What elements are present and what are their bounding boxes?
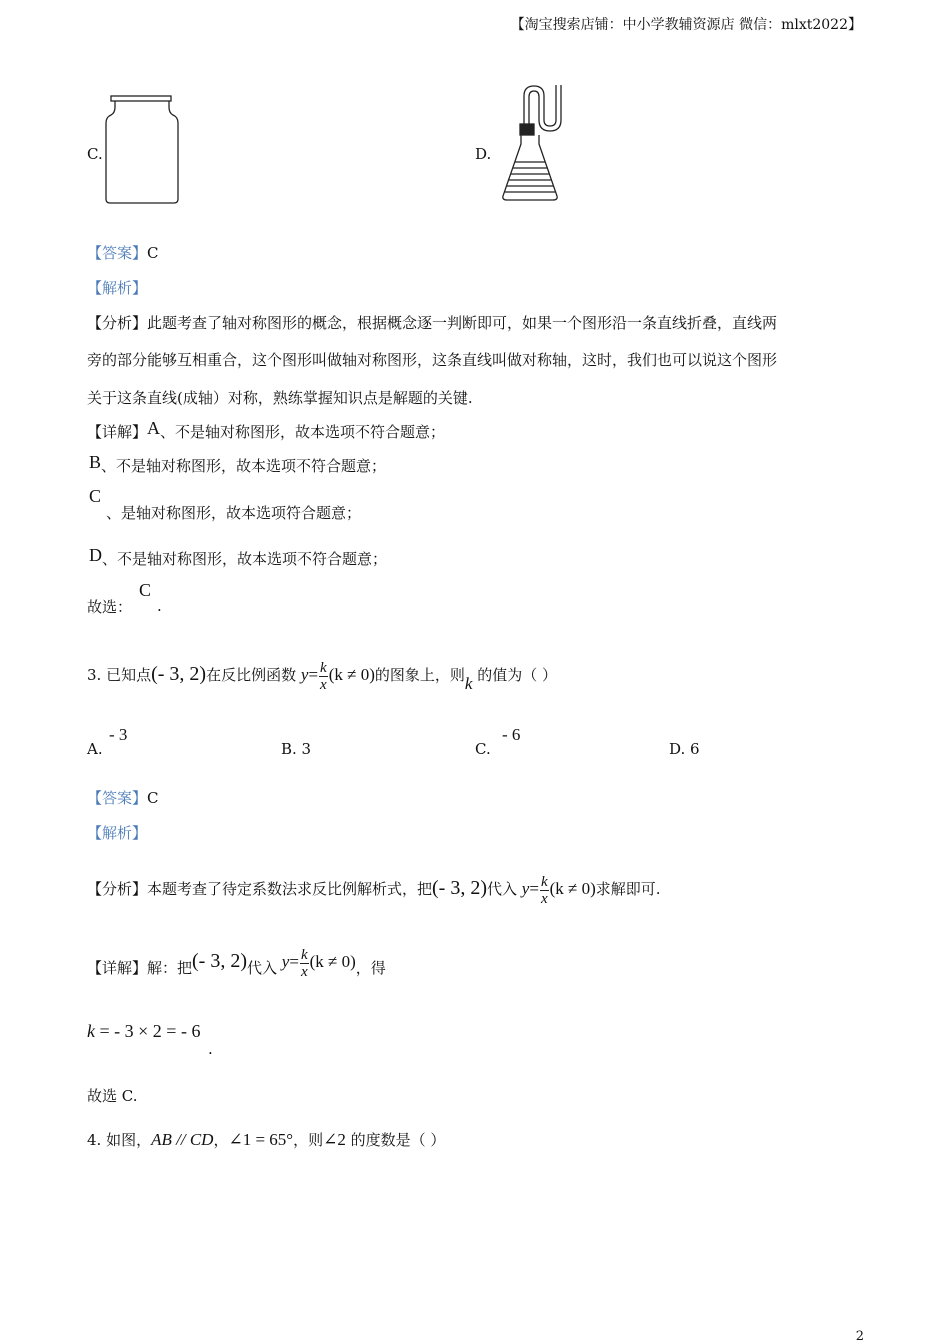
q2-fenxi-line1: 【分析】此题考查了轴对称图形的概念，根据概念逐一判断即可，如果一个图形沿一条直线折叠，直线两	[87, 314, 778, 332]
letter-b: B	[89, 452, 102, 472]
q2-detail-d	[89, 545, 388, 569]
q3-option-b: B. 3	[281, 740, 312, 758]
q3-detail	[87, 945, 386, 990]
q2-choose-prefix: 故选：	[87, 598, 133, 616]
q3-calc	[87, 1021, 200, 1042]
detail-b: 代入	[247, 959, 278, 977]
letter-a: A	[147, 418, 161, 438]
func-num: k	[320, 659, 327, 676]
q3-stem-c: 的图象上，则	[374, 666, 465, 684]
text-d: 、不是轴对称图形，故本选项不符合题意；	[102, 550, 388, 568]
q2-choose-letter: C	[139, 580, 152, 600]
flask-stopper	[520, 124, 534, 135]
q3-calc-period: .	[208, 1040, 213, 1058]
q3-k: k	[464, 674, 473, 693]
q2-detail-b	[89, 452, 387, 476]
jar-figure	[103, 93, 183, 209]
q2-detail-a	[87, 418, 446, 442]
q3-option-c-label: C.	[475, 740, 491, 758]
fenxi-b: 代入	[487, 880, 518, 898]
func-eq: =	[529, 879, 539, 898]
detail-a: 【详解】解：把	[87, 959, 193, 977]
func-eq: =	[308, 665, 319, 684]
func-y: y	[281, 952, 290, 971]
jar-lid	[111, 96, 171, 101]
fenxi-c: 求解即可.	[595, 880, 661, 898]
func-cond: (k ≠ 0)	[328, 665, 375, 684]
func-fraction	[540, 874, 549, 907]
q4-number: 4.	[87, 1131, 102, 1149]
q3-number: 3.	[87, 666, 102, 684]
answer-value: C	[147, 244, 159, 262]
func-cond: (k ≠ 0)	[309, 952, 356, 971]
func-eq: =	[289, 952, 299, 971]
func-cond: (k ≠ 0)	[549, 879, 596, 898]
letter-c: C	[89, 486, 102, 506]
detail-c: ，得	[355, 959, 386, 977]
q3-fenxi	[87, 866, 661, 911]
q4-stem-c: 的度数是（ ）	[350, 1131, 446, 1149]
q3-answer	[87, 787, 159, 808]
q3-option-a-value: - 3	[109, 725, 128, 744]
q3-stem	[87, 652, 557, 697]
func-den: x	[300, 963, 308, 980]
q3-analysis-tag: 【解析】	[87, 824, 148, 842]
q4-angle: ∠1 = 65°	[228, 1130, 294, 1149]
func-den: x	[540, 890, 548, 907]
answer-tag: 【答案】	[87, 244, 148, 262]
func-y: y	[521, 879, 530, 898]
calc-k: k	[87, 1021, 95, 1041]
func-num: k	[300, 946, 308, 963]
q4-stem-b: ，则	[293, 1131, 324, 1149]
letter-d: D	[89, 545, 102, 565]
flask-figure	[498, 82, 570, 204]
option-c-label: C.	[87, 145, 103, 163]
func-fraction	[319, 660, 328, 693]
detail-point: (- 3, 2)	[192, 950, 247, 972]
page-number: 2	[855, 1329, 864, 1344]
calc-rest: = - 3 × 2 = - 6	[95, 1021, 201, 1041]
jar-body	[106, 101, 178, 203]
q3-option-c-value: - 6	[502, 725, 521, 744]
q4-sep: ，	[213, 1131, 229, 1149]
q3-stem-d: 的值为（ ）	[477, 666, 557, 684]
q3-option-a-label: A.	[87, 740, 103, 758]
q4-stem	[87, 1126, 445, 1154]
q3-choose: 故选 C.	[87, 1087, 138, 1105]
fenxi-a: 【分析】本题考查了待定系数法求反比例解析式，把	[87, 880, 433, 898]
page-header: 【淘宝搜索店铺：中小学教辅资源店 微信：mlxt2022】	[510, 17, 862, 33]
q3-stem-a: 已知点	[106, 666, 152, 684]
func-fraction	[300, 947, 309, 980]
func-num: k	[540, 873, 548, 890]
q2-fenxi-line3: 关于这条直线(成轴）对称，熟练掌握知识点是解题的关键.	[87, 389, 473, 407]
func-den: x	[320, 676, 327, 693]
q2-analysis-tag: 【解析】	[87, 279, 148, 297]
text-a: 、不是轴对称图形，故本选项不符合题意；	[160, 423, 446, 441]
q3-option-d: D. 6	[669, 740, 700, 758]
text-b: 、不是轴对称图形，故本选项不符合题意；	[101, 457, 387, 475]
text-c: 、是轴对称图形，故本选项符合题意；	[106, 504, 362, 522]
option-d-label: D.	[475, 145, 492, 163]
q4-parallel: AB // CD	[151, 1130, 214, 1149]
q2-answer	[87, 242, 159, 263]
q2-fenxi-line2: 旁的部分能够互相重合，这个图形叫做轴对称图形，这条直线叫做对称轴，这时，我们也可以说这个图形	[87, 351, 778, 369]
q4-angle2: ∠2	[323, 1130, 346, 1149]
q3-point: (- 3, 2)	[151, 663, 207, 685]
answer-value: C	[147, 789, 159, 807]
q3-stem-b: 在反比例函数	[206, 666, 297, 684]
answer-tag: 【答案】	[87, 789, 148, 807]
detail-prefix: 【详解】	[87, 423, 148, 441]
func-y: y	[300, 665, 309, 684]
q2-choose-period: .	[157, 597, 162, 615]
q4-stem-a: 如图，	[106, 1131, 152, 1149]
fenxi-point: (- 3, 2)	[432, 877, 487, 899]
